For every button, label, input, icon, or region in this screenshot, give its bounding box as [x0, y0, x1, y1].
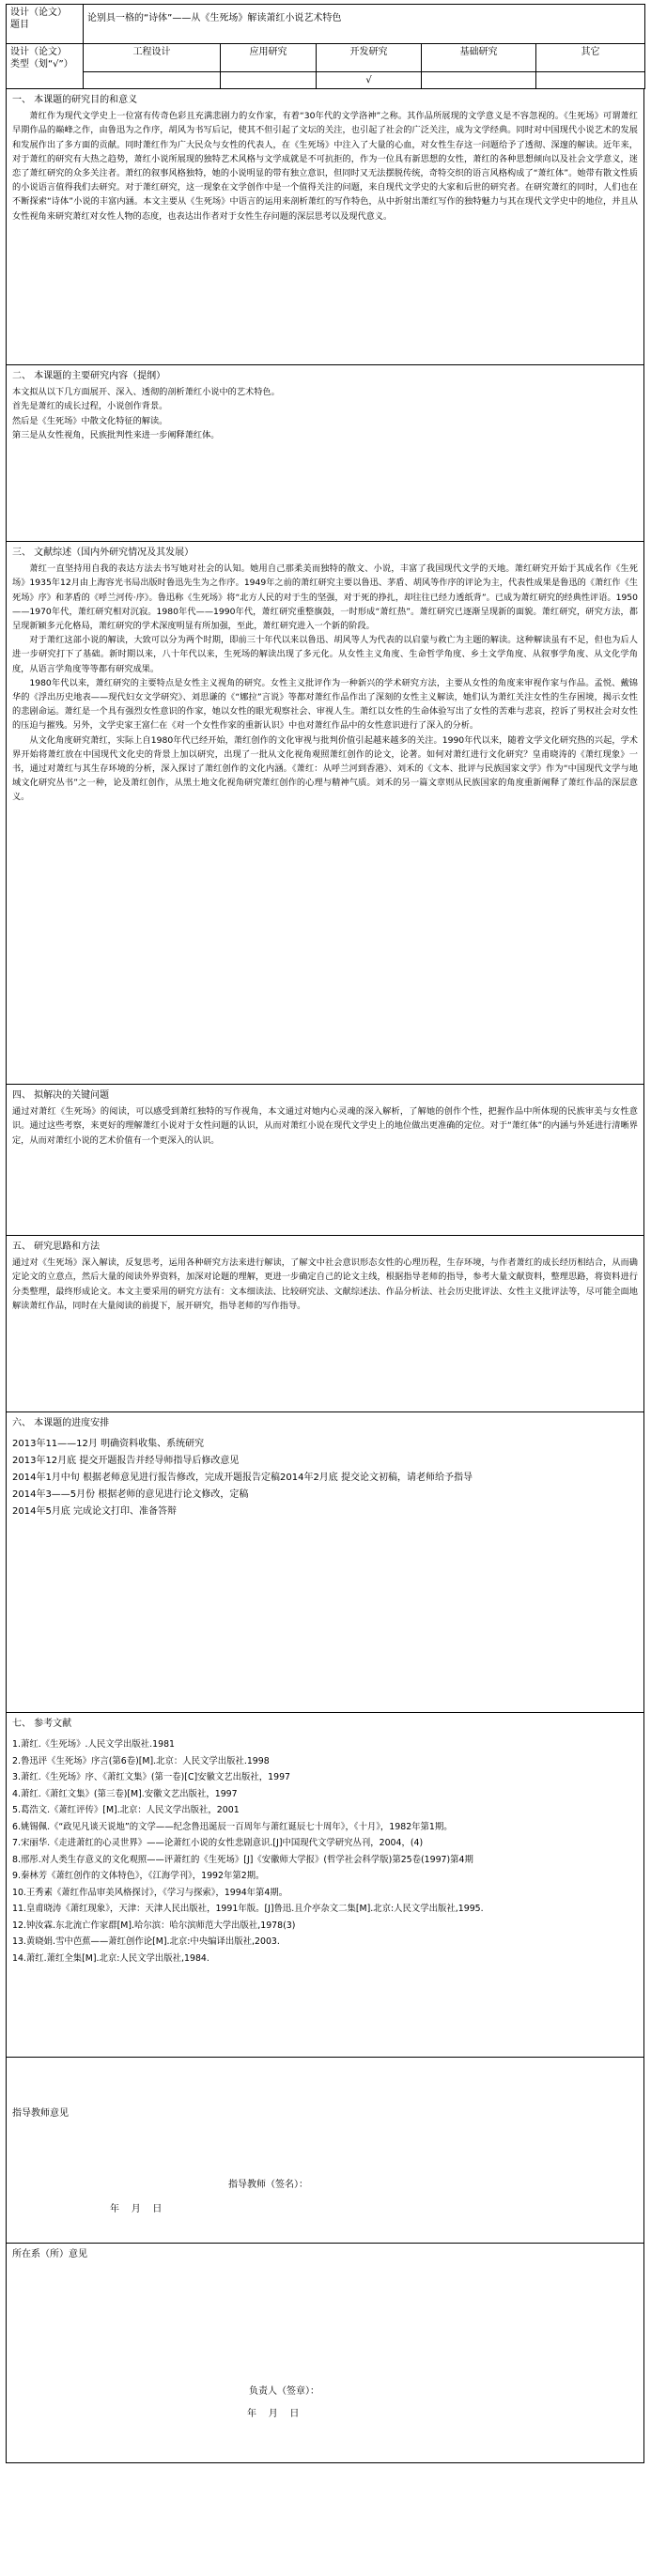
outline-line: 本文拟从以下几方面展开、深入、透彻的剖析萧红小说中的艺术特色。 [12, 387, 280, 398]
reference-item: 10.王秀素《萧红作品审美风格探讨》，《学习与探索》，1994年第4期。 [12, 1887, 288, 1898]
section-key-problems [6, 1085, 644, 1236]
section-heading: 六、 本课题的进度安排 [12, 1418, 110, 1428]
check-basic [422, 72, 536, 89]
type-basic: 基础研究 [422, 44, 536, 72]
paragraph: 萧红一直坚持用自我的表达方法去书写她对社会的认知。她用自己那柔美而独特的散文、小说，丰富了我国现代文学的天地。萧红研究开始于其成名作《生死场》1935年12月由上海容光书局出版时鲁迅先生为之作序。1949年之前的萧红研究主要以鲁迅、茅盾、胡风等作序的评论为主，代表性成果是鲁迅的《萧红作《生死场》序》和茅盾的《呼兰河传·序》。鲁迅称《生死场》将“北方人民的对于生的坚强，对于死的挣扎，却往往已经力透纸背”。已成为萧红研究的经典性评语。1950——1970年代，萧红研究相对沉寂。1980年代——1990年代，萧红研究重整旗鼓，一时形成“萧红热”。萧红研究已逐渐呈现新的面貌。萧红研究，研究方法，都呈现新颖多元化格局，萧红研究的学术深度明显有所加强，至此，萧红研究进入一个新的阶段。 [12, 563, 638, 632]
outline-line: 然后是《生死场》中散文化特征的解读。 [12, 415, 168, 426]
reference-item: 5.葛浩文.《萧红评传》[M].北京：人民文学出版社，2001 [12, 1805, 240, 1816]
dept-date: 年 月 日 [247, 2409, 300, 2419]
reference-item: 11.皇甫晓涛《萧红现象》，天津：天津人民出版社，1991年版。[J]鲁迅.且介亭杂文二集[M].北京:人民文学出版社,1995. [12, 1904, 484, 1915]
reference-item: 1.萧红.《生死场》.人民文学出版社.1981 [12, 1739, 175, 1751]
section-department-opinion [6, 2244, 644, 2463]
schedule-line: 2013年12月底 提交开题报告并经导师指导后修改意见 [12, 1456, 240, 1467]
reference-item: 4.萧红.《萧红文集》(第三卷)[M].安徽文艺出版社，1997 [12, 1788, 238, 1799]
type-other: 其它 [536, 44, 645, 72]
reference-item: 3.萧红.《生死场》序、《萧红文集》(第一卷)[C]安徽文艺出版社，1997 [12, 1772, 291, 1783]
check-other [536, 72, 645, 89]
section-methods [6, 1236, 644, 1412]
section-heading: 五、 研究思路和方法 [12, 1242, 101, 1252]
check-development: √ [317, 72, 422, 89]
reference-item: 8.邢彤.对人类生存意义的文化观照——评萧红的《生死场》[J]《安徽师大学报》(哲学社会科学版)第25卷(1997)第4期 [12, 1854, 473, 1865]
paragraph: 1980年代以来，萧红研究的主要特点是女性主义视角的研究。女性主义批评作为一种新兴的学术研究方法，主要从女性的角度来审视作家与作品。孟悦、戴锦华的《浮出历史地表——现代妇女文学研究》、刘思谦的《“娜拉”言说》等都对萧红作品作出了深刻的女性主义解读，她们认为萧红关注女性的生存困境，揭示女性的悲剧命运。萧红是一个具有强烈女性意识的作家，她以女性的眼光观察社会、审视人生。萧红以女性的生命体验写出了女性的苦难与悲哀，控诉了男权社会对女性的压迫与摧残。另外，文学史家王富仁在《对一个女性作家的重新认识》中也对萧红作品中的女性意识进行了深入的分析。 [12, 677, 638, 732]
reference-item: 12.钟汝霖.东北流亡作家群[M].哈尔滨：哈尔滨师范大学出版社,1978(3) [12, 1920, 296, 1931]
paragraph: 从文化角度研究萧红，实际上自1980年代已经开始，萧红创作的文化审视与批判价值引起越来越多的关注。1990年代以来，随着文学文化研究热的兴起，学术界开始将萧红放在中国现代文化史的背景上加以研究，出现了一批从文化视角观照萧红创作的论文，论著。如何对萧红进行文化研究？皇甫晓涛的《萧红现象》一书，通过对萧红与其生存环境的分析，深入探讨了萧红创作的文化内涵。《萧红：从呼兰河到香港》、刘禾的《文本、批评与民族国家文学》作为“中国现代文学与地域文化研究丛书”之一种，论及萧红创作，从黑土地文化视角研究萧红创作的心理与精神气质。刘禾的另一篇文章则从民族国家的角度重新阐释了萧红作品的深层意义。 [12, 734, 638, 803]
thesis-title: 论别具一格的“诗体”——从《生死场》解读萧红小说艺术特色 [84, 5, 645, 44]
reference-item: 2.鲁迅评《生死场》序言(第6卷)[M].北京：人民文学出版社.1998 [12, 1755, 270, 1766]
paragraph: 通过对《生死场》深入解读，反复思考，运用各种研究方法来进行解读，了解文中社会意识形态女性的心理历程，生存环境，与作者萧红的成长经历相结合，从而确定论文的立意点，然后大量的阅读外界资料，加深对论题的理解，更进一步确定自己的论文主线，根据指导老师的指导，参考大量文献资料，整理思路，将资料进行分类整理，最终形成论文。本文主要采用的研究方法有：文本细读法、比较研究法、文献综述法、作品分析法、社会历史批评法、女性主义批评法等，尽可能全面地解读萧红作品，同时在大量阅读的前提下，展开研究，指导老师的写作指导。 [12, 1257, 638, 1311]
section-heading: 三、 文献综述（国内外研究情况及其发展） [12, 548, 194, 558]
reference-item: 7.宋丽华.《走进萧红的心灵世界》——论萧红小说的女性悲剧意识.[J]中国现代文学研究丛刊，2004，(4) [12, 1838, 424, 1849]
type-applied: 应用研究 [221, 44, 317, 72]
proposal-form [6, 4, 644, 2463]
section-advisor-opinion [6, 2058, 644, 2244]
check-applied [221, 72, 317, 89]
paragraph: 对于萧红这部小说的解读，大致可以分为两个时期，即前三十年代以来以鲁迅、胡风等人为代表的以启蒙与救亡为主题的解读。这种解读虽有不足，但也为后人进一步研究打下了基础。新时期以来，八十年代以来，生死场的解读出现了多元化。从女性主义角度、生命哲学角度、乡土文学角度、从叙事学角度、从文化学角度，从语言学角度等等都有研究成果。 [12, 635, 638, 674]
schedule-line: 2014年3——5月份 根据老师的意见进行论文修改，定稿 [12, 1489, 249, 1501]
title-label: 设计（论文） 题目 [7, 5, 84, 44]
advisor-signature-label: 指导教师（签名）： [228, 2180, 308, 2190]
type-development: 开发研究 [317, 44, 422, 72]
schedule-line: 2013年11——12月 明确资料收集、系统研究 [12, 1439, 205, 1450]
outline-line: 第三是从女性视角，民族批判性来进一步阐释萧红体。 [12, 429, 220, 440]
section-heading: 二、 本课题的主要研究内容（提纲） [12, 371, 166, 381]
schedule-line: 2014年5月底 完成论文打印、准备答辩 [12, 1506, 177, 1518]
check-engineering [84, 72, 221, 89]
advisor-date: 年 月 日 [110, 2204, 163, 2214]
section-heading: 四、 拟解决的关键问题 [12, 1090, 110, 1101]
dept-signature-label: 负责人（签章）： [249, 2386, 319, 2397]
reference-item: 6.姚锡佩.《“政见凡谈天说地”的文学——纪念鲁迅诞辰一百周年与萧红诞辰七十周年》，《十月》，1982年第1期。 [12, 1821, 453, 1832]
reference-item: 13.黄晓娟.雪中芭蕉——萧红创作论[M].北京:中央编译出版社,2003. [12, 1936, 280, 1948]
type-label: 设计（论文） 类型（划“√”） [7, 44, 84, 89]
section-heading: 所在系（所）意见 [12, 2249, 87, 2260]
paragraph: 萧红作为现代文学史上一位富有传奇色彩且充满悲剧力的女作家，有着“30年代的文学洛神”之称。其作品所展现的文学意义是不容忽视的。《生死场》可谓萧红早期作品的巅峰之作，由鲁迅为之作序，胡风为书写后记，使其不但引起了文坛的关注，也引起了社会的广泛关注，成为文学经典。同时对中国现代小说艺术的发展和发展作出了多方面的贡献。同时萧红作为广大民众与女性的代表人，在《生死场》中注入了大量的心血，对女性生存这一问题给予了透彻、深邃的解读。近年来，对于萧红的研究有大热之趋势，萧红小说所展现的独特艺术风格与文学成就是不可抗拒的，作为一位具有新思想的女性，萧红的各种思想倾向以及社会文学意义，迷恋了萧红研究的众多关注者。萧红的叙事风格独特，她的小说明显的带有独立意识，但同时又无法摆脱传统，奇特交织的语言风格构成了“萧红体”。她带有散文性质的小说语言值得我们去研究。对于萧红研究，这一现象在文学创作中是一个值得关注的问题，来自现代文学史的大家和后世的研究者。在研究萧红的同时，人们也在不断探索“诗体”小说的丰富内涵。本文主要从《生死场》中语言的运用来剖析萧红的写作特色，从中折射出萧红写作的独特魅力与其在现代文学史中的地位，并且从女性视角来研究萧红对女性人物的态度，也表达出作者对于女性生存问题的深层思考以及现代意义。 [12, 111, 638, 222]
type-engineering: 工程设计 [84, 44, 221, 72]
section-heading: 指导教师意见 [12, 2108, 69, 2119]
paragraph: 通过对萧红《生死场》的阅读，可以感受到萧红独特的写作视角，本文通过对她内心灵魂的深入解析，了解她的创作个性，把握作品中所体现的民族审美与女性意识。通过这些考察，来更好的理解萧红小说对于女性问题的认识，从而对萧红小说在现代文学史上的地位做出更准确的定位。对于“萧红体”的内涵与外延进行清晰界定，从而对萧红小说的艺术价值有一个更深入的认识。 [12, 1106, 638, 1146]
section-references [6, 1713, 644, 2058]
outline-line: 首先是萧红的成长过程，小说创作背景。 [12, 401, 168, 412]
reference-item: 9.秦林芳《萧红创作的文体特色》，《江海学刊》，1992年第2期。 [12, 1871, 265, 1882]
section-purpose [6, 89, 644, 365]
section-schedule [6, 1412, 644, 1713]
header-table [6, 4, 645, 89]
section-content [6, 365, 644, 542]
section-heading: 一、 本课题的研究目的和意义 [12, 95, 138, 105]
section-literature [6, 542, 644, 1085]
schedule-line: 2014年1月中旬 根据老师意见进行报告修改，完成开题报告定稿2014年2月底 提交论文初稿，请老师给予指导 [12, 1473, 473, 1484]
reference-item: 14.萧红.萧红全集[M].北京:人民文学出版社,1984. [12, 1952, 209, 1964]
section-heading: 七、 参考文献 [12, 1719, 72, 1729]
